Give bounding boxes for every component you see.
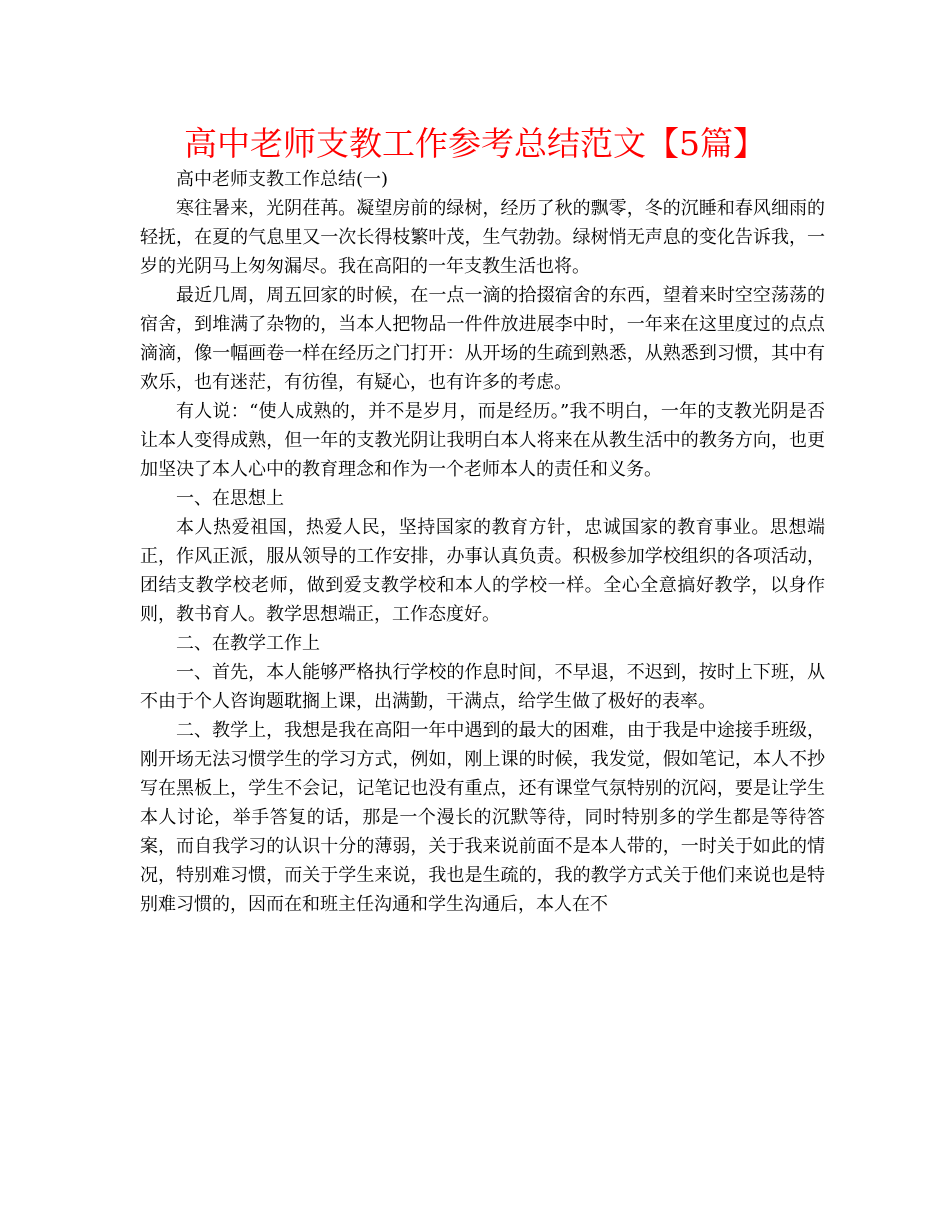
paragraph: 本人热爱祖国，热爱人民，坚持国家的教育方针，忠诚国家的教育事业。思想端正，作风正派，服从领导的工作安排，办事认真负责。积极参加学校组织的各项活动，团结支教学校老师，做到爱支教学校和本人的学校一样。全心全意搞好教学，以身作则，教书育人。教学思想端正，工作态度好。 [140,517,825,625]
document-subtitle: 高中老师支教工作总结(一) [176,169,389,190]
section-heading: 二、在教学工作上 [176,633,320,654]
paragraph: 有人说：“使人成熟的，并不是岁月，而是经历。”我不明白，一年的支教光阴是否让本人变得成熟，但一年的支教光阴让我明白本人将来在从教生活中的教务方向，也更加坚决了本人心中的教育理念和作为一个老师本人的责任和义务。 [140,401,825,480]
document-body [140,165,825,919]
paragraph: 二、教学上，我想是我在高阳一年中遇到的最大的困难，由于我是中途接手班级，刚开场无法习惯学生的学习方式，例如，刚上课的时候，我发觉，假如笔记，本人不抄写在黑板上，学生不会记，记笔记也没有重点，还有课堂气氛特别的沉闷，要是让学生本人讨论，举手答复的话，那是一个漫长的沉默等待，同时特别多的学生都是等待答案，而自我学习的认识十分的薄弱，关于我来说前面不是本人带的，一时关于如此的情况，特别难习惯，而关于学生来说，我也是生疏的，我的教学方式关于他们来说也是特别难习惯的，因而在和班主任沟通和学生沟通后，本人在不 [140,720,825,915]
paragraph: 一、首先，本人能够严格执行学校的作息时间，不早退，不迟到，按时上下班，从不由于个人咨询题耽搁上课，出满勤，干满点，给学生做了极好的表率。 [140,662,825,712]
paragraph: 最近几周，周五回家的时候，在一点一滴的拾掇宿舍的东西，望着来时空空荡荡的宿舍，到堆满了杂物的，当本人把物品一件件放进展李中时，一年来在这里度过的点点滴滴，像一幅画卷一样在经历之门打开：从开场的生疏到熟悉，从熟悉到习惯，其中有欢乐，也有迷茫，有彷徨，有疑心，也有许多的考虑。 [140,285,825,393]
section-heading: 一、在思想上 [176,488,284,509]
paragraph: 寒往暑来，光阴荏苒。凝望房前的绿树，经历了秋的飘零，冬的沉睡和春风细雨的轻抚，在夏的气息里又一次长得枝繁叶茂，生气勃勃。绿树悄无声息的变化告诉我，一岁的光阴马上匆匆漏尽。我在高阳的一年支教生活也将。 [140,198,825,277]
document-title: 高中老师支教工作参考总结范文【5篇】 [184,124,766,163]
